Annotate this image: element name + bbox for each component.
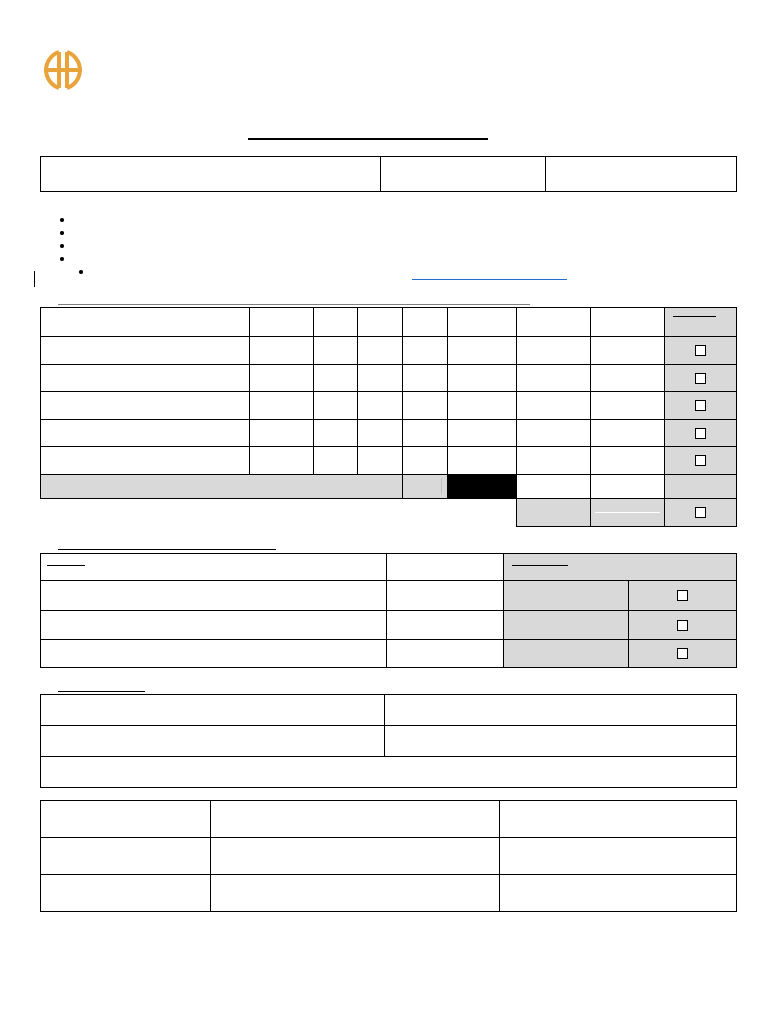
table-row bbox=[41, 640, 737, 668]
company-logo-icon bbox=[40, 48, 86, 92]
signature-table bbox=[40, 800, 737, 912]
text-cursor bbox=[34, 271, 35, 287]
total-field-2[interactable] bbox=[591, 475, 665, 499]
list-item bbox=[60, 253, 79, 266]
table-row bbox=[41, 757, 737, 788]
info-table bbox=[40, 694, 737, 788]
row-checkbox[interactable] bbox=[695, 428, 706, 439]
items-table bbox=[40, 307, 737, 527]
table-row bbox=[41, 392, 737, 420]
header-field-1[interactable] bbox=[41, 157, 381, 192]
instruction-link[interactable] bbox=[412, 279, 567, 280]
row-checkbox[interactable] bbox=[695, 455, 706, 466]
row-checkbox[interactable] bbox=[695, 345, 706, 356]
table-header-row bbox=[41, 554, 737, 581]
header-field-3[interactable] bbox=[546, 157, 737, 192]
row-checkbox[interactable] bbox=[695, 400, 706, 411]
table-row bbox=[41, 447, 737, 475]
secondary-table bbox=[40, 553, 737, 668]
table-row bbox=[41, 801, 737, 838]
table-row bbox=[41, 337, 737, 365]
table-row bbox=[41, 420, 737, 447]
row-checkbox[interactable] bbox=[695, 373, 706, 384]
table-row bbox=[41, 695, 737, 726]
total-field-1[interactable] bbox=[517, 475, 591, 499]
header-field-2[interactable] bbox=[381, 157, 546, 192]
table-row bbox=[41, 875, 737, 912]
table-header-row bbox=[41, 308, 737, 337]
items-section-heading bbox=[58, 304, 530, 305]
row-checkbox[interactable] bbox=[677, 648, 688, 659]
form-title-underline bbox=[248, 138, 488, 140]
totals-row bbox=[41, 475, 737, 499]
summary-field[interactable] bbox=[517, 499, 591, 527]
total-cell-blacked bbox=[448, 475, 517, 499]
list-item bbox=[60, 214, 79, 227]
summary-checkbox[interactable] bbox=[695, 507, 706, 518]
instruction-list bbox=[60, 214, 79, 279]
table-row bbox=[41, 365, 737, 392]
row-checkbox[interactable] bbox=[677, 620, 688, 631]
secondary-section-heading bbox=[58, 549, 276, 550]
table-row bbox=[41, 838, 737, 875]
table-row bbox=[41, 581, 737, 611]
table-row bbox=[41, 611, 737, 640]
table-row bbox=[41, 726, 737, 757]
row-checkbox[interactable] bbox=[677, 590, 688, 601]
list-item bbox=[60, 240, 79, 253]
list-item bbox=[60, 227, 79, 240]
summary-row bbox=[41, 499, 737, 527]
header-fields-table bbox=[40, 156, 737, 192]
info-section-heading bbox=[58, 691, 145, 692]
